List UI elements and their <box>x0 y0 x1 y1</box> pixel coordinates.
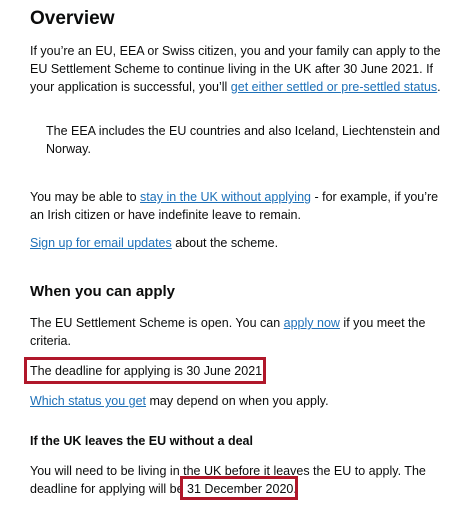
apply-now-link[interactable]: apply now <box>283 316 340 330</box>
scheme-open-text-start: The EU Settlement Scheme is open. You can <box>30 316 284 330</box>
scheme-open-paragraph <box>30 314 450 350</box>
email-updates-link[interactable]: Sign up for email updates <box>30 236 172 250</box>
which-status-paragraph <box>30 392 450 410</box>
no-deal-date: 31 December 2020. <box>187 482 297 496</box>
which-status-link[interactable]: Which status you get <box>30 394 147 408</box>
which-status-text: may depend on when you apply. <box>146 394 329 408</box>
settled-status-link[interactable]: get either settled or pre-settled status <box>230 80 438 94</box>
when-you-can-apply-heading: When you can apply <box>30 283 176 300</box>
overview-paragraph <box>30 42 450 96</box>
deadline-paragraph: The deadline for applying is 30 June 2021. <box>30 364 266 378</box>
overview-text-start: If you’re an EU, EEA or Swiss citizen, you and your family can apply to the EU Settlement Scheme to continue living in the UK after 30 June 2021. If your application is successful, you’ll <box>30 44 441 94</box>
overview-heading: Overview <box>30 8 115 29</box>
email-updates-text: about the scheme. <box>171 236 279 250</box>
stay-without-applying-paragraph <box>30 188 450 224</box>
stay-without-applying-link[interactable]: stay in the UK without applying <box>140 190 311 204</box>
overview-text-end: . <box>437 80 441 94</box>
stay-text-end: - for example, if you’re an Irish citizen or have indefinite leave to remain. <box>30 190 439 222</box>
email-updates-paragraph <box>30 234 450 252</box>
eea-inset-text: The EEA includes the EU countries and also Iceland, Liechtenstein and Norway. <box>46 124 441 156</box>
no-deal-heading: If the UK leaves the EU without a deal <box>30 434 253 448</box>
no-deal-paragraph <box>30 462 450 498</box>
scheme-open-text-end: if you meet the criteria. <box>30 316 426 348</box>
no-deal-text: You will need to be living in the UK before it leaves the EU to apply. The deadline for applying will be <box>30 464 426 496</box>
stay-text-start: You may be able to <box>30 190 141 204</box>
